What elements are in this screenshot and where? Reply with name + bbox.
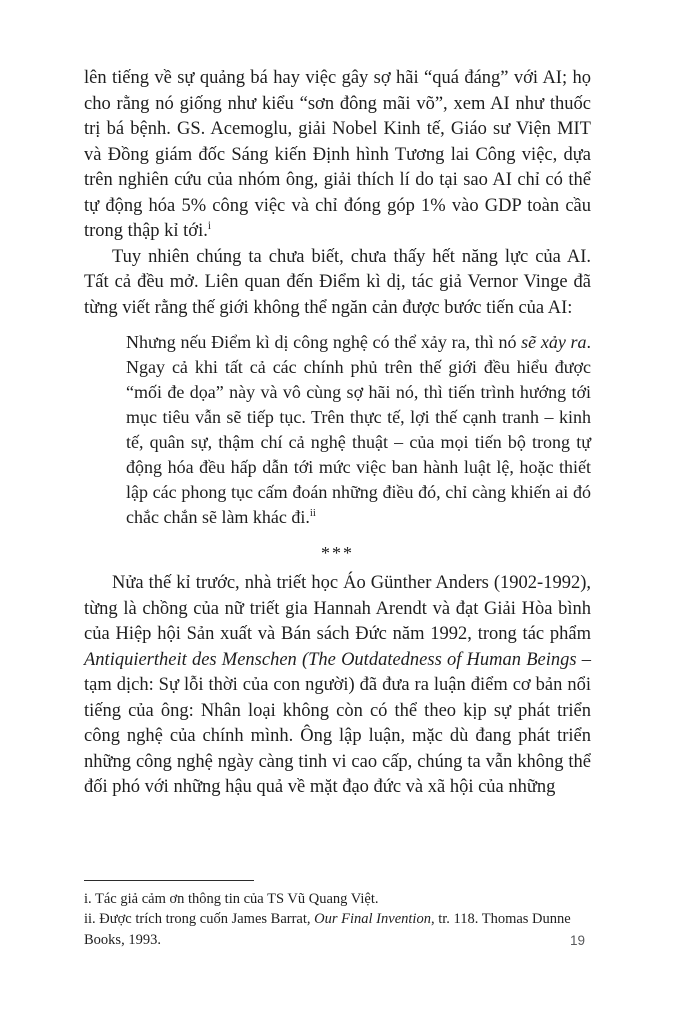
footnote-i: i. Tác giả cảm ơn thông tin của TS Vũ Quang Việt.: [84, 890, 379, 907]
footnote-divider: [84, 880, 254, 881]
footnotes-section: [84, 880, 591, 951]
paragraph-continuation: lên tiếng về sự quảng bá hay việc gây sợ hãi “quá đáng” với AI; họ cho rằng nó giống như kiểu “sơn đông mãi võ”, xem AI như thuốc trị bá bệnh. GS. Acemoglu, giải Nobel Kinh tế, Giáo sư Viện MIT và Đồng giám đốc Sáng kiến Định hình Tương lai Công việc, dựa trên nghiên cứu của nhóm ông, giải thích lí do tại sao AI chỉ có thể tự động hóa 5% công việc và chỉ đóng góp 1% vào GDP toàn cầu trong thập kỉ tới.$^i$: [84, 68, 591, 241]
paragraph: Tuy nhiên chúng ta chưa biết, chưa thấy hết năng lực của AI. Tất cả đều mở. Liên quan đến Điểm kì dị, tác giả Vernor Vinge đã từng viết rằng thế giới không thể ngăn cản được bước tiến của AI:: [84, 246, 591, 318]
block-quote: Nhưng nếu Điểm kì dị công nghệ có thể xảy ra, thì nó sẽ xảy ra. Ngay cả khi tất cả các chính phủ trên thế giới đều hiểu được “mối đe dọa” này và vô cùng sợ hãi nó, thì tiến trình hướng tới mục tiêu vẫn sẽ tiếp tục. Trên thực tế, lợi thế cạnh tranh – kinh tế, quân sự, thậm chí cả nghệ thuật – của mọi tiến bộ trong tự động hóa đều hấp dẫn tới mức việc ban hành luật lệ, hoặc thiết lập các phong tục cấm đoán những điều đó, chỉ càng khiến ai đó chắc chắn sẽ làm khác đi.$^{ii}$: [126, 332, 591, 527]
footnote-ii: ii. Được trích trong cuốn James Barrat, Our Final Invention, tr. 118. Thomas Dunne Books, 1993.: [84, 911, 571, 948]
page-body: [84, 66, 591, 801]
page-number: 19: [570, 933, 586, 948]
paragraph: Nửa thế kỉ trước, nhà triết học Áo Günther Anders (1902-1992), từng là chồng của nữ triết gia Hannah Arendt và đạt Giải Hòa bình của Hiệp hội Sản xuất và Bán sách Đức năm 1992, trong tác phẩm Antiquiertheit des Menschen (The Outdatedness of Human Beings – tạm dịch: Sự lỗi thời của con người) đã đưa ra luận điểm cơ bản nổi tiếng của ông: Nhân loại không còn có thể theo kịp sự phát triển công nghệ của chính mình. Ông lập luận, mặc dù đang phát triển những công nghệ ngày càng tinh vi cao cấp, chúng ta vẫn không thể đối phó với những hậu quả về mặt đạo đức và xã hội của những: [84, 573, 591, 797]
section-separator: ***: [321, 543, 354, 563]
